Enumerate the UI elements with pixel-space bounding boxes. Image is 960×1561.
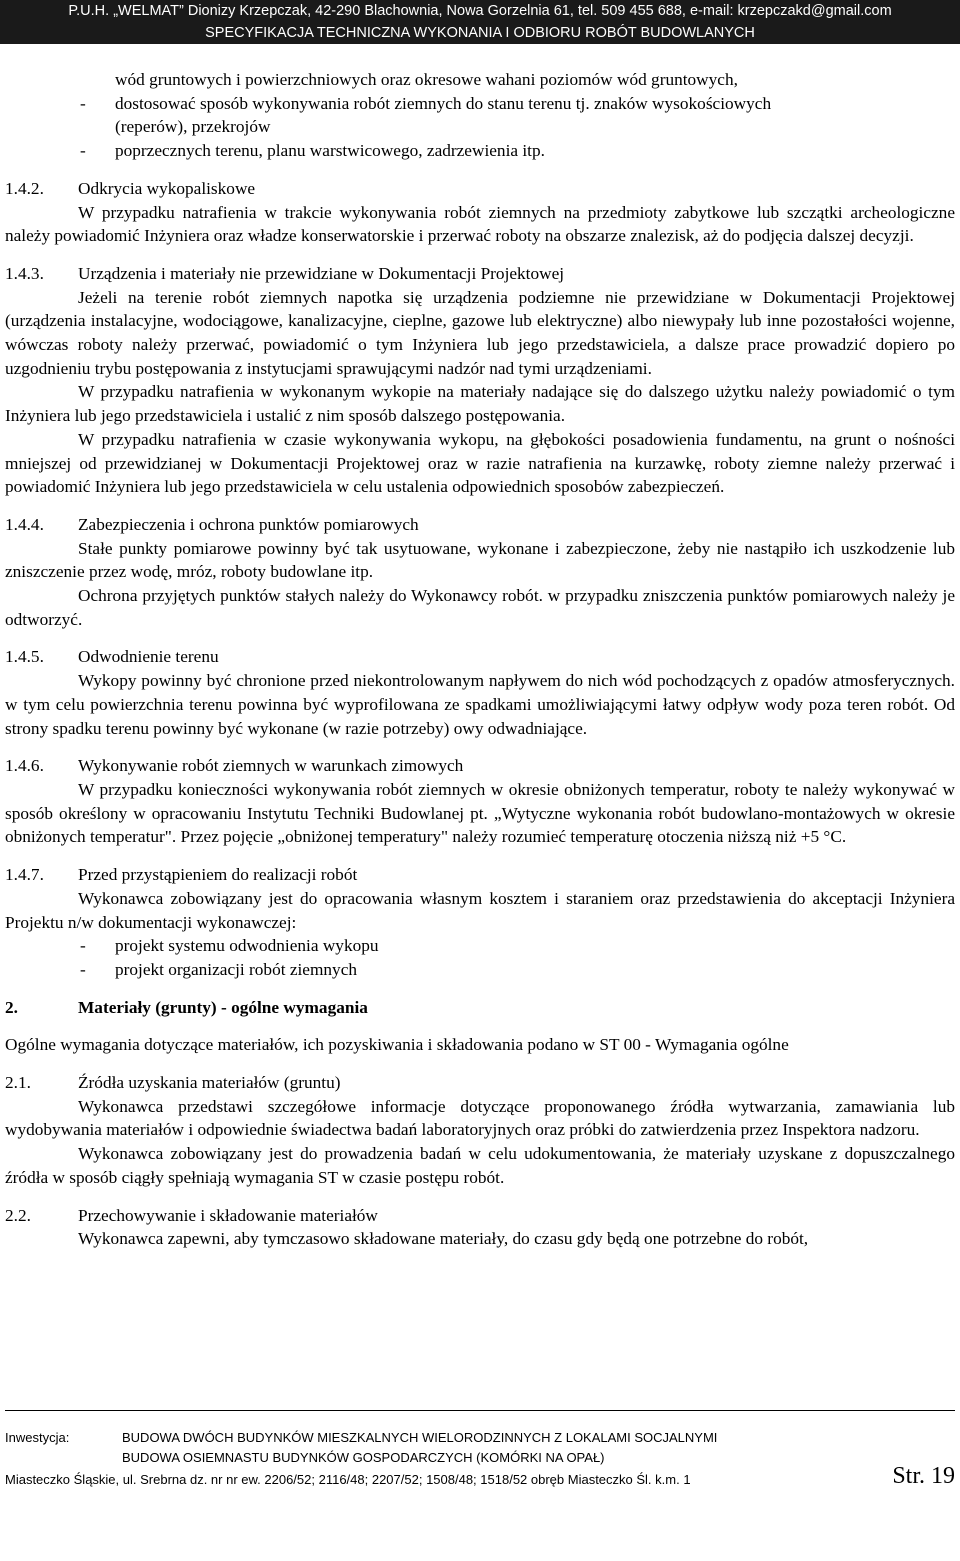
- footer-address: Miasteczko Śląskie, ul. Srebrna dz. nr nr ew. 2206/52; 2116/48; 2207/52; 1508/48; 1518/52 obręb Miasteczko Śl. k.m. 1: [5, 1472, 691, 1487]
- section-heading-1-4-2: [5, 177, 955, 201]
- section-title: Urządzenia i materiały nie przewidziane w Dokumentacji Projektowej: [78, 263, 565, 283]
- section-number: 1.4.6.: [5, 756, 44, 776]
- section-number: 2.1.: [5, 1073, 31, 1093]
- paragraph: Wykonawca zapewni, aby tymczasowo składowane materiały, do czasu gdy będą one potrzebne do robót,: [78, 1229, 809, 1249]
- section-heading-2-1: [5, 1071, 955, 1095]
- section-title: Wykonywanie robót ziemnych w warunkach zimowych: [78, 756, 464, 776]
- footer-investment-label: Inwestycja:: [5, 1430, 70, 1445]
- section-number: 2.: [5, 997, 18, 1017]
- section-title: Źródła uzyskania materiałów (gruntu): [78, 1073, 341, 1093]
- header-title-line: SPECYFIKACJA TECHNICZNA WYKONANIA I ODBIORU ROBÓT BUDOWLANYCH: [205, 25, 755, 41]
- paragraph: Stałe punkty pomiarowe powinny być tak usytuowane, wykonane i zabezpieczone, żeby nie nastąpiło ich uszkodzenie lub zniszczenie przez wodę, mróz, roboty budowlane itp.: [5, 538, 955, 582]
- section-number: 1.4.5.: [5, 647, 44, 667]
- paragraph: Wykonawca przedstawi szczegółowe informacje dotyczące proponowanego źródła wytwarzania, zamawiania lub wydobywania materiałów i odpowiednie świadectwa badań laboratoryjnych oraz próbki do zatwierdzenia przez Inspektora nadzoru.: [5, 1096, 955, 1140]
- paragraph: W przypadku konieczności wykonywania robót ziemnych w okresie obniżonych temperatur, roboty te należy wykonywać w sposób określony w opracowaniu Instytutu Techniki Budowlanej pt. „Wytyczne wykonania robót budowlano-montażowych w okresie obniżonych temperatur". Przez pojęcie „obniżonej temperatury" należy rozumieć temperaturę otoczenia niższą niż +5 °C.: [5, 779, 955, 847]
- footer-divider: [5, 1410, 955, 1411]
- section-title: Zabezpieczenia i ochrona punktów pomiarowych: [78, 514, 419, 534]
- section-heading-1-4-5: [5, 645, 955, 669]
- document-body: [5, 68, 955, 1251]
- list-item: - dostosować sposób wykonywania robót ziemnych do stanu terenu tj. znaków wysokościowych: [5, 92, 955, 116]
- paragraph: (reperów), przekrojów: [115, 117, 271, 137]
- section-heading-1-4-4: [5, 513, 955, 537]
- section-title: Odkrycia wykopaliskowe: [78, 178, 256, 198]
- paragraph: Wykopy powinny być chronione przed niekontrolowanym napływem do nich wód pochodzących z opadów atmosferycznych. w tym celu powierzchnia terenu powinna być wyprofilowana ze spadkami umożliwiającymi łatwy odpływ wody poza teren robót. Od strony spadku terenu powinny być wykonane (w razie potrzeby) owy odwadniające.: [5, 671, 955, 738]
- section-number: 1.4.4.: [5, 514, 44, 534]
- footer-investment-line-2: BUDOWA OSIEMNASTU BUDYNKÓW GOSPODARCZYCH (KOMÓRKI NA OPAŁ): [122, 1450, 605, 1465]
- header-company-line: P.U.H. „WELMAT” Dionizy Krzepczak, 42-290 Blachownia, Nowa Gorzelnia 61, tel. 509 455 688, e-mail: krzepczakd@gmail.com: [68, 3, 892, 19]
- section-heading-2: [5, 996, 955, 1020]
- page-header: [0, 0, 960, 44]
- section-title: Odwodnienie terenu: [78, 647, 219, 667]
- section-heading-1-4-6: [5, 754, 955, 778]
- paragraph: wód gruntowych i powierzchniowych oraz okresowe wahani poziomów wód gruntowych,: [115, 70, 738, 89]
- section-heading-1-4-3: [5, 262, 955, 286]
- section-heading-1-4-7: [5, 863, 955, 887]
- paragraph: W przypadku natrafienia w trakcie wykonywania robót ziemnych na przedmioty zabytkowe lub szczątki archeologiczne należy powiadomić Inżyniera oraz władze konserwatorskie i przerwać roboty na obszarze znalezisk, aż do podjęcia dalszej decyzji.: [5, 202, 955, 246]
- paragraph: W przypadku natrafienia w czasie wykonywania wykopu, na głębokości posadowienia fundamentu, na grunt o nośności mniejszej od przewidzianej w Dokumentacji Projektowej oraz w razie natrafienia na kurzawkę, roboty ziemne należy przerwać i powiadomić Inżyniera lub jego przedstawiciela w celu ustalenia odpowiednich sposobów zabezpieczeń.: [5, 429, 955, 497]
- section-title: Przechowywanie i składowanie materiałów: [78, 1205, 378, 1225]
- page-number: Str. 19: [892, 1463, 955, 1489]
- paragraph: Ochrona przyjętych punktów stałych należy do Wykonawcy robót. w przypadku zniszczenia punktów pomiarowych należy je odtworzyć.: [5, 586, 955, 629]
- paragraph: W przypadku natrafienia w wykonanym wykopie na materiały nadające się do dalszego użytku należy powiadomić o tym Inżyniera lub jego przedstawiciela i ustalić z nim sposób dalszego postępowania.: [5, 382, 955, 426]
- paragraph: Ogólne wymagania dotyczące materiałów, ich pozyskiwania i składowania podano w ST 00 - Wymagania ogólne: [5, 1035, 789, 1055]
- footer-investment-line-1: BUDOWA DWÓCH BUDYNKÓW MIESZKALNYCH WIELORODZINNYCH Z LOKALAMI SOCJALNYMI: [122, 1430, 718, 1445]
- list-item: - projekt systemu odwodnienia wykopu: [5, 934, 955, 958]
- section-number: 1.4.3.: [5, 263, 44, 283]
- section-title: Materiały (grunty) - ogólne wymagania: [78, 997, 368, 1017]
- section-title: Przed przystąpieniem do realizacji robót: [78, 865, 358, 885]
- page-footer: [5, 1410, 955, 1560]
- section-number: 2.2.: [5, 1205, 31, 1225]
- section-number: 1.4.2.: [5, 178, 44, 198]
- list-item: - poprzecznych terenu, planu warstwicowego, zadrzewienia itp.: [5, 139, 955, 163]
- paragraph: Wykonawca zobowiązany jest do opracowania własnym kosztem i staraniem oraz przedstawienia do akceptacji Inżyniera Projektu n/w dokumentacji wykonawczej:: [5, 888, 955, 932]
- paragraph: Jeżeli na terenie robót ziemnych napotka się urządzenia podziemne nie przewidziane w Dokumentacji Projektowej (urządzenia instalacyjne, wodociągowe, kanalizacyjne, cieplne, gazowe lub elektryczne) albo niewypały lub inne pozostałości wojenne, wówczas roboty należy przerwać, powiadomić o tym Inżyniera lub jego przedstawiciela, a dalsze prace prowadzić dopiero po uzgodnieniu trybu postępowania z instytucjami sprawującymi nadzór nad tymi urządzeniami.: [5, 287, 955, 378]
- section-number: 1.4.7.: [5, 865, 44, 885]
- list-item: - projekt organizacji robót ziemnych: [5, 958, 955, 982]
- section-heading-2-2: [5, 1204, 955, 1228]
- paragraph: Wykonawca zobowiązany jest do prowadzenia badań w celu udokumentowania, że materiały uzyskane z dopuszczalnego źródła w sposób ciągły spełniają wymagania ST w czasie postępu robót.: [5, 1144, 955, 1187]
